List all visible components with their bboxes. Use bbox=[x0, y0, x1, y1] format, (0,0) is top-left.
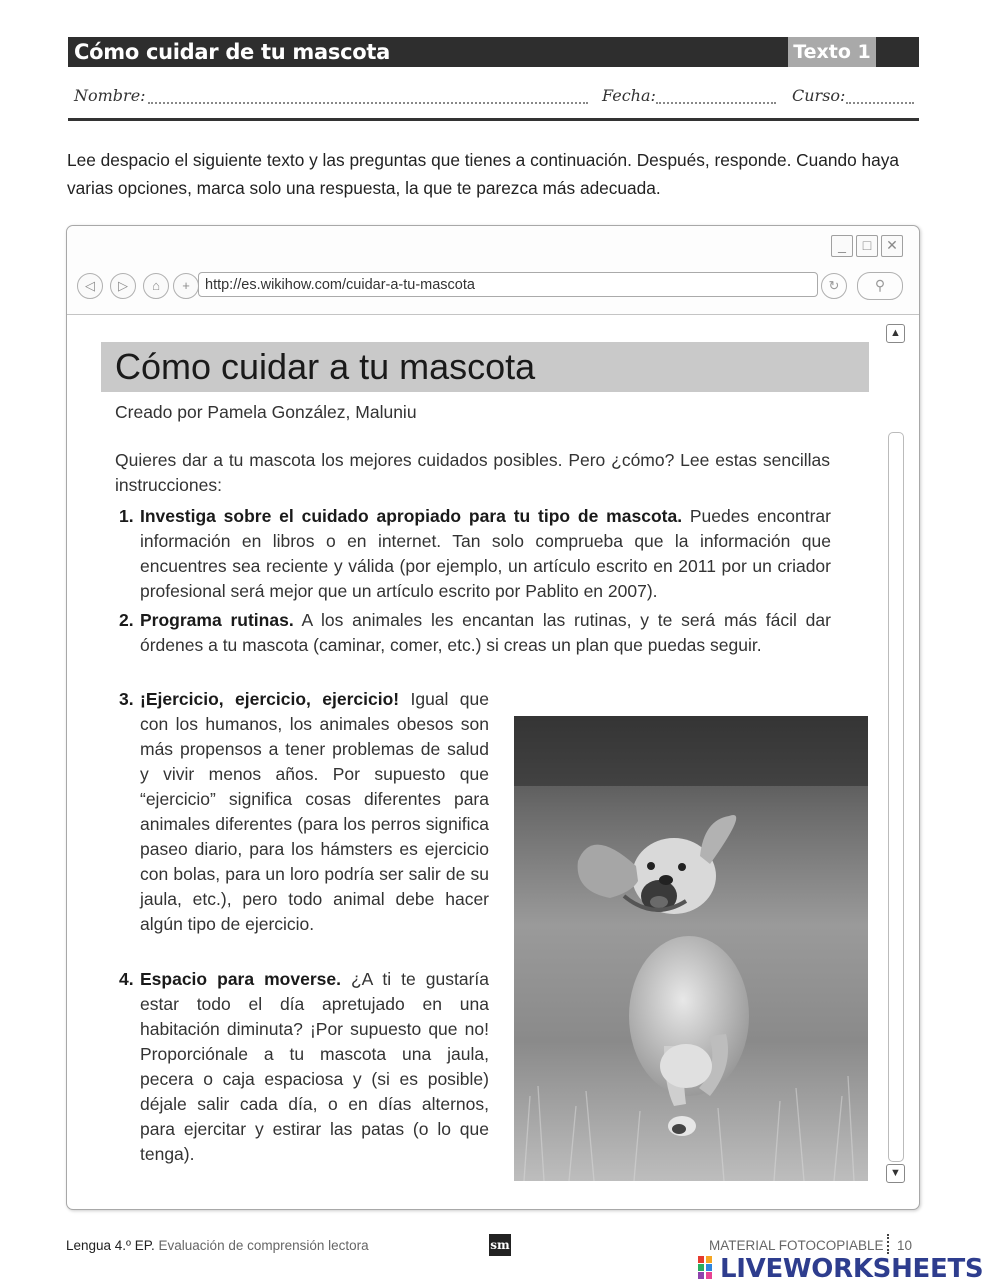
student-fields bbox=[68, 84, 919, 110]
article-byline: Creado por Pamela González, Maluniu bbox=[115, 402, 417, 422]
name-field[interactable] bbox=[148, 102, 588, 104]
list-item bbox=[119, 687, 489, 937]
item-heading: ¡Ejercicio, ejercicio, ejercicio! bbox=[140, 689, 400, 709]
worksheet-header bbox=[68, 37, 919, 67]
item-number: 2. bbox=[119, 610, 134, 630]
footer-separator bbox=[887, 1234, 892, 1254]
scrollbar[interactable] bbox=[886, 322, 906, 1184]
list-item bbox=[119, 504, 831, 604]
course-field[interactable] bbox=[846, 102, 914, 104]
home-icon[interactable]: ⌂ bbox=[143, 273, 169, 299]
item-text: Igual que con los humanos, los animales obesos son más propensos a tener problemas de salud y vivir menos años. Por supuesto que “ejercicio” significa cosas diferentes para animales diferentes (para los perros significa paseo diario, para los hámsters es ejercicio con bolas, para un loro podría ser salir de su jaula, etc.), pero todo animal debe hacer algún tipo de ejercicio. bbox=[140, 689, 489, 934]
scroll-up-icon[interactable]: ▲ bbox=[886, 324, 905, 343]
add-tab-icon[interactable]: + bbox=[173, 273, 199, 299]
text-number-tag: Texto 1 bbox=[788, 37, 876, 67]
item-text: ¿A ti te gustaría estar todo el día apretujado en una habitación diminuta? ¡Por supuesto que no! Proporciónale a tu mascota una jaula, pecera o caja espaciosa y (si es posible) déjale salir cada día, o en días alternos, para ejercitar y estirar las patas (o lo que tenga). bbox=[140, 969, 490, 1164]
reload-icon[interactable]: ↻ bbox=[821, 273, 847, 299]
instructions: Lee despacio el siguiente texto y las preguntas que tienes a continuación. Después, responde. Cuando haya varias opciones, marca solo una respuesta, la que te parezca más adecuada. bbox=[67, 150, 899, 198]
search-icon[interactable]: ⚲ bbox=[857, 272, 903, 300]
item-heading: Programa rutinas. bbox=[140, 610, 294, 630]
url-bar[interactable]: http://es.wikihow.com/cuidar-a-tu-mascota bbox=[198, 272, 818, 297]
item-text: A los animales les encantan las rutinas, y te será más fácil dar órdenes a tu mascota (caminar, comer, etc.) si creas un plan que puedas seguir. bbox=[140, 610, 831, 655]
maximize-icon[interactable]: □ bbox=[856, 235, 878, 257]
item-number: 1. bbox=[119, 506, 134, 526]
worksheet-title: Cómo cuidar de tu mascota bbox=[74, 40, 390, 64]
dog-photo bbox=[514, 716, 868, 1181]
browser-window bbox=[66, 225, 920, 1210]
course-label: Curso: bbox=[792, 86, 846, 105]
back-icon[interactable]: ◁ bbox=[77, 273, 103, 299]
article-title-band bbox=[101, 342, 869, 392]
footer-book-info bbox=[66, 1238, 369, 1253]
page-number: 10 bbox=[897, 1238, 913, 1253]
item-number: 3. bbox=[119, 689, 134, 709]
browser-toolbar bbox=[67, 226, 919, 315]
item-text: Puedes encontrar información en libros o en internet. Tan solo comprueba que la información que encuentres sea reciente y válida (por ejemplo, un artículo escrito en 2011 por un criador profesional será mejor que un artículo escrito por Pablito en 2007). bbox=[140, 506, 831, 601]
date-label: Fecha: bbox=[602, 86, 656, 105]
list-item bbox=[119, 967, 489, 1167]
publisher-logo: sm bbox=[489, 1234, 511, 1256]
list-item bbox=[119, 608, 831, 658]
header-divider bbox=[68, 118, 919, 121]
footer-book: Lengua 4.º EP. bbox=[66, 1238, 155, 1253]
item-heading: Espacio para moverse. bbox=[140, 969, 341, 989]
minimize-icon[interactable]: _ bbox=[831, 235, 853, 257]
close-icon[interactable]: ✕ bbox=[881, 235, 903, 257]
item-heading: Investiga sobre el cuidado apropiado para tu tipo de mascota. bbox=[140, 506, 683, 526]
forward-icon[interactable]: ▷ bbox=[110, 273, 136, 299]
date-field[interactable] bbox=[656, 102, 776, 104]
article-intro: Quieres dar a tu mascota los mejores cuidados posibles. Pero ¿cómo? Lee estas sencillas instrucciones: bbox=[115, 450, 830, 495]
liveworksheets-logo-icon bbox=[698, 1256, 720, 1280]
footer-material: MATERIAL FOTOCOPIABLE bbox=[709, 1238, 884, 1253]
item-number: 4. bbox=[119, 969, 134, 989]
liveworksheets-watermark[interactable]: LIVEWORKSHEETS bbox=[720, 1254, 984, 1284]
running-dog-image bbox=[514, 716, 868, 1181]
article-title: Cómo cuidar a tu mascota bbox=[115, 346, 536, 387]
name-label: Nombre: bbox=[74, 86, 146, 105]
scroll-down-icon[interactable]: ▼ bbox=[886, 1164, 905, 1183]
footer-subtitle: Evaluación de comprensión lectora bbox=[158, 1238, 369, 1253]
scroll-thumb[interactable] bbox=[888, 432, 904, 1162]
